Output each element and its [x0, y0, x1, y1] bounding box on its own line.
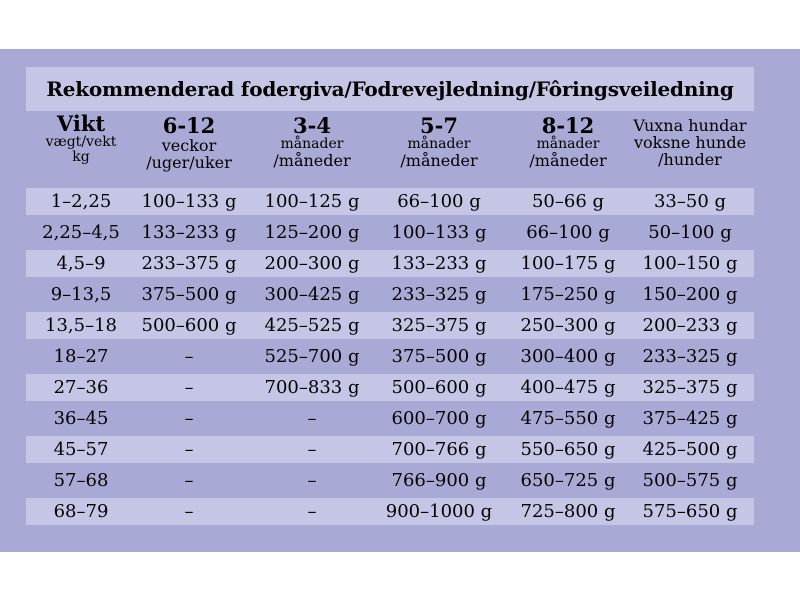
- portion-cell: 100–133 g: [141, 191, 237, 212]
- portion-cell: 500–600 g: [391, 377, 487, 398]
- portion-cell: 50–100 g: [648, 222, 732, 243]
- portion-cell: –: [184, 346, 194, 367]
- header-adult-line2: voksne hunde: [633, 133, 747, 152]
- portion-cell: 233–325 g: [391, 284, 487, 305]
- portion-cell: 325–375 g: [642, 377, 738, 398]
- portion-cell: –: [184, 377, 194, 398]
- table-row: [26, 467, 754, 494]
- weight-cell: 13,5–18: [45, 315, 117, 336]
- portion-cell: 766–900 g: [391, 470, 487, 491]
- portion-cell: 100–175 g: [520, 253, 616, 274]
- portion-cell: –: [307, 470, 317, 491]
- header-weight: [26, 113, 136, 165]
- header-6-12-title: 6-12: [162, 113, 216, 138]
- portion-cell: 66–100 g: [397, 191, 481, 212]
- weight-cell: 45–57: [53, 439, 109, 460]
- portion-cell: 375–500 g: [141, 284, 237, 305]
- portion-cell: –: [184, 501, 194, 522]
- portion-cell: 525–700 g: [264, 346, 360, 367]
- header-5-7-months: [376, 115, 502, 169]
- portion-cell: –: [184, 439, 194, 460]
- portion-cell: 133–233 g: [391, 253, 487, 274]
- table-title-bar: [26, 67, 754, 111]
- header-adult-line3: /hunder: [658, 150, 722, 169]
- header-adult-line1: Vuxna hundar: [633, 116, 747, 135]
- header-8-12-line2: /måneder: [529, 151, 607, 170]
- weight-cell: 68–79: [53, 501, 109, 522]
- portion-cell: 500–575 g: [642, 470, 738, 491]
- portion-cell: 550–650 g: [520, 439, 616, 460]
- portion-cell: –: [184, 408, 194, 429]
- portion-cell: 325–375 g: [391, 315, 487, 336]
- portion-cell: 150–200 g: [642, 284, 738, 305]
- header-3-4-title: 3-4: [293, 113, 331, 138]
- header-6-12-weeks: [130, 115, 248, 171]
- header-3-4-line1: månader: [280, 136, 344, 152]
- portion-cell: 175–250 g: [520, 284, 616, 305]
- portion-cell: –: [184, 470, 194, 491]
- table-row: [26, 436, 754, 463]
- header-weight-title: Vikt: [56, 111, 106, 136]
- header-5-7-line1: månader: [407, 136, 471, 152]
- portion-cell: –: [307, 439, 317, 460]
- header-5-7-line2: /måneder: [400, 151, 478, 170]
- portion-cell: 100–133 g: [391, 222, 487, 243]
- header-5-7-title: 5-7: [420, 113, 458, 138]
- portion-cell: –: [307, 408, 317, 429]
- portion-cell: 575–650 g: [642, 501, 738, 522]
- header-6-12-line1: veckor: [161, 136, 217, 155]
- header-3-4-months: [252, 115, 372, 169]
- portion-cell: 725–800 g: [520, 501, 616, 522]
- portion-cell: 200–233 g: [642, 315, 738, 336]
- portion-cell: 425–525 g: [264, 315, 360, 336]
- portion-cell: 425–500 g: [642, 439, 738, 460]
- header-8-12-line1: månader: [536, 136, 600, 152]
- portion-cell: 700–766 g: [391, 439, 487, 460]
- header-8-12-months: [504, 115, 632, 169]
- portion-cell: 300–425 g: [264, 284, 360, 305]
- weight-cell: 36–45: [53, 408, 109, 429]
- table-row: [26, 250, 754, 277]
- portion-cell: 650–725 g: [520, 470, 616, 491]
- weight-cell: 18–27: [53, 346, 109, 367]
- portion-cell: 400–475 g: [520, 377, 616, 398]
- table-body: [26, 188, 754, 529]
- portion-cell: 50–66 g: [531, 191, 605, 212]
- weight-cell: 4,5–9: [56, 253, 106, 274]
- portion-cell: 33–50 g: [653, 191, 727, 212]
- portion-cell: 100–150 g: [642, 253, 738, 274]
- portion-cell: 133–233 g: [141, 222, 237, 243]
- portion-cell: 233–375 g: [141, 253, 237, 274]
- table-row: [26, 405, 754, 432]
- table-row: [26, 219, 754, 246]
- header-3-4-line2: /måneder: [273, 151, 351, 170]
- portion-cell: 100–125 g: [264, 191, 360, 212]
- portion-cell: 500–600 g: [141, 315, 237, 336]
- table-row: [26, 374, 754, 401]
- weight-cell: 57–68: [53, 470, 109, 491]
- portion-cell: 700–833 g: [264, 377, 360, 398]
- weight-cell: 2,25–4,5: [42, 222, 120, 243]
- portion-cell: 125–200 g: [264, 222, 360, 243]
- weight-cell: 9–13,5: [50, 284, 112, 305]
- portion-cell: 200–300 g: [264, 253, 360, 274]
- table-row: [26, 498, 754, 525]
- portion-cell: 250–300 g: [520, 315, 616, 336]
- portion-cell: 475–550 g: [520, 408, 616, 429]
- table-row: [26, 343, 754, 370]
- weight-cell: 1–2,25: [50, 191, 112, 212]
- feeding-table-panel: [0, 49, 800, 552]
- table-title: Rekommenderad fodergiva/Fodrevejledning/Fôringsveiledning: [46, 77, 734, 101]
- portion-cell: 66–100 g: [526, 222, 610, 243]
- header-adult-dogs: [622, 117, 758, 168]
- portion-cell: 375–425 g: [642, 408, 738, 429]
- table-row: [26, 312, 754, 339]
- header-weight-line1: vægt/vekt: [45, 134, 117, 150]
- portion-cell: –: [307, 501, 317, 522]
- table-row: [26, 188, 754, 215]
- table-row: [26, 281, 754, 308]
- portion-cell: 900–1000 g: [385, 501, 493, 522]
- portion-cell: 600–700 g: [391, 408, 487, 429]
- header-weight-line2: kg: [72, 149, 90, 165]
- header-6-12-line2: /uger/uker: [146, 153, 232, 172]
- portion-cell: 300–400 g: [520, 346, 616, 367]
- weight-cell: 27–36: [53, 377, 109, 398]
- header-8-12-title: 8-12: [541, 113, 595, 138]
- portion-cell: 375–500 g: [391, 346, 487, 367]
- portion-cell: 233–325 g: [642, 346, 738, 367]
- table-header: [26, 111, 754, 185]
